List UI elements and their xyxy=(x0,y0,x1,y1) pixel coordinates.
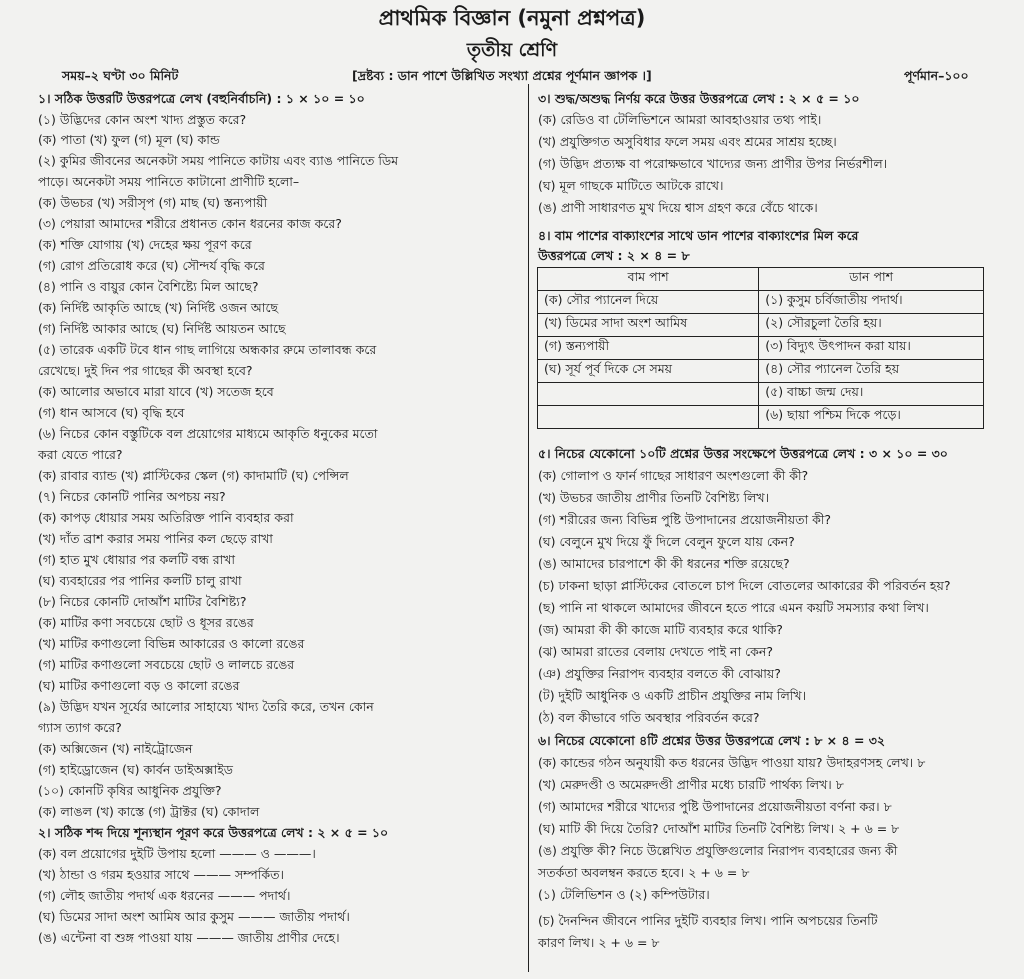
paper-title: প্রাথমিক বিজ্ঞান (নমুনা প্রশ্নপত্র) xyxy=(378,6,646,30)
question-line: (খ) দাঁত ব্রাশ করার সময় পানির কল ছেড়ে রাখা xyxy=(38,531,273,546)
table-cell: (গ) স্তন্যপায়ী xyxy=(538,337,759,360)
table-cell: (৬) ছায়া পশ্চিম দিকে পড়ে। xyxy=(759,406,984,429)
question-line: (ক) নির্দিষ্ট আকৃতি আছে (খ) নির্দিষ্ট ওজন আছে xyxy=(38,300,279,315)
question-line: উত্তরপত্রে লেখ : ২ × ৪ = ৮ xyxy=(538,248,690,263)
question-line: (১) উদ্ভিদের কোন অংশ খাদ্য প্রস্তুত করে? xyxy=(38,112,247,127)
question-line: সতর্কতা অবলম্বন করতে হবে। ২ + ৬ = ৮ xyxy=(538,865,750,880)
class-subtitle: তৃতীয় শ্রেণি xyxy=(466,39,558,61)
question-line: (৪) পানি ও বায়ুর কোন বৈশিষ্ট্যে মিল আছে? xyxy=(38,279,259,294)
question-line: (ট) দুইটি আধুনিক ও একটি প্রাচীন প্রযুক্তির নাম লিখি। xyxy=(538,688,807,703)
question-line: পাড়ে। অনেকটা সময় পানিতে কাটানো প্রাণীটি হলো– xyxy=(38,174,300,189)
question-line: (৯) উদ্ভিদ যখন সূর্যের আলোর সাহায্যে খাদ্য তৈরি করে, তখন কোন xyxy=(38,699,374,714)
question-line: ৪। বাম পাশের বাক্যাংশের সাথে ডান পাশের বাক্যাংশের মিল করে xyxy=(538,228,859,243)
question-line: (২) কুমির জীবনের অনেকটা সময় পানিতে কাটায় এবং ব্যাঙ পানিতে ডিম xyxy=(38,153,399,168)
question-line: (গ) শরীরের জন্য বিভিন্ন পুষ্টি উপাদানের প্রয়োজনীয়তা কী? xyxy=(538,512,832,527)
question-line: (ঙ) এন্টেনা বা শুঙ্গ পাওয়া যায় ——— জাতীয় প্রাণীর দেহে। xyxy=(38,930,340,945)
question-line: (ঘ) মাটি কী দিয়ে তৈরি? দোআঁশ মাটির তিনটি বৈশিষ্ট্য লিখ। ২ + ৬ = ৮ xyxy=(538,821,900,836)
question-line: করা যেতে পারে? xyxy=(38,447,123,462)
question-line: (চ) দৈনন্দিন জীবনে পানির দুইটি ব্যবহার লিখ। পানি অপচয়ের তিনটি xyxy=(538,913,878,928)
column-divider xyxy=(528,84,529,972)
question-line: (ছ) পানি না থাকলে আমাদের জীবনে হতে পারে এমন কয়টি সমস্যার কথা লিখ। xyxy=(538,600,929,615)
question-line: (ক) উভচর (খ) সরীসৃপ (গ) মাছ (ঘ) স্তন্যপায়ী xyxy=(38,195,268,210)
question-line: (ঙ) আমাদের চারপাশে কী কী ধরনের শক্তি রয়েছে? xyxy=(538,556,790,571)
question-line: ৬। নিচের যেকোনো ৪টি প্রশ্নের উত্তর উত্তরপত্রে লেখ : ৮ × ৪ = ৩২ xyxy=(538,733,886,748)
table-cell: (খ) ডিমের সাদা অংশ আমিষ xyxy=(538,314,759,337)
table-header-left: বাম পাশ xyxy=(538,268,759,291)
table-cell: (৩) বিদ্যুৎ উৎপাদন করা যায়। xyxy=(759,337,984,360)
question-line: (৮) নিচের কোনটি দোআঁশ মাটির বৈশিষ্ট্য? xyxy=(38,594,247,609)
question-line: (৭) নিচের কোনটি পানির অপচয় নয়? xyxy=(38,489,226,504)
table-cell: (৪) সৌর প্যানেল তৈরি হয় xyxy=(759,360,984,383)
table-row xyxy=(538,337,984,360)
question-line: (খ) প্রযুক্তিগত অসুবিধার ফলে সময় এবং শ্রমের সাশ্রয় হচ্ছে। xyxy=(538,134,837,149)
table-header-right: ডান পাশ xyxy=(759,268,984,291)
question-line: (ক) রাবার ব্যান্ড (খ) প্লাস্টিকের স্কেল (গ) কাদামাটি (ঘ) পেন্সিল xyxy=(38,468,349,483)
question-line: (ক) অক্সিজেন (খ) নাইট্রোজেন xyxy=(38,741,193,756)
question-line: (গ) রোগ প্রতিরোধ করে (ঘ) সৌন্দর্য বৃদ্ধি করে xyxy=(38,258,265,273)
table-cell: (৫) বাচ্চা জন্ম দেয়। xyxy=(759,383,984,406)
question-line: (ক) বল প্রয়োগের দুইটি উপায় হলো ——— ও ———। xyxy=(38,846,316,861)
question-line: রেখেছে। দুই দিন পর গাছের কী অবস্থা হবে? xyxy=(38,363,253,378)
table-row xyxy=(538,291,984,314)
question-line: (ঞ) প্রযুক্তির নিরাপদ ব্যবহার বলতে কী বোঝায়? xyxy=(538,666,781,681)
full-marks-label: পূর্ণমান–১০০ xyxy=(904,68,969,83)
question-line: (গ) ধান আসবে (ঘ) বৃদ্ধি হবে xyxy=(38,405,185,420)
question-line: (ক) লাঙল (খ) কাস্তে (গ) ট্রাক্টর (ঘ) কোদাল xyxy=(38,804,260,819)
question-line: (ক) পাতা (খ) ফুল (গ) মূল (ঘ) কান্ড xyxy=(38,132,220,147)
question-line: (ঘ) মাটির কণাগুলো বড় ও কালো রঙের xyxy=(38,678,240,693)
question-line: (ঘ) ডিমের সাদা অংশ আমিষ আর কুসুম ——— জাতীয় পদার্থ। xyxy=(38,909,350,924)
question-line: (গ) আমাদের শরীরে খাদ্যের পুষ্টি উপাদানের প্রয়োজনীয়তা বর্ণনা কর। ৮ xyxy=(538,799,892,814)
question-line: (১) টেলিভিশন ও (২) কম্পিউটার। xyxy=(538,887,710,902)
time-label: সময়–২ ঘণ্টা ৩০ মিনিট xyxy=(62,68,179,83)
question-line: (খ) ঠান্ডা ও গরম হওয়ার সাথে ——— সম্পর্কিত। xyxy=(38,867,284,882)
question-line: (১০) কোনটি কৃষির আধুনিক প্রযুক্তি? xyxy=(38,783,222,798)
table-cell xyxy=(538,406,759,429)
table-row xyxy=(538,406,984,429)
question-line: ২। সঠিক শব্দ দিয়ে শূন্যস্থান পূরণ করে উত্তরপত্রে লেখ : ২ × ৫ = ১০ xyxy=(38,825,389,840)
question-line: (গ) নির্দিষ্ট আকার আছে (ঘ) নির্দিষ্ট আয়তন আছে xyxy=(38,321,286,336)
question-line: (ঘ) বেলুনে মুখ দিয়ে ফুঁ দিলে বেলুন ফুলে যায় কেন? xyxy=(538,534,795,549)
question-line: (ঘ) ব্যবহারের পর পানির কলটি চালু রাখা xyxy=(38,573,242,588)
table-cell: (১) কুসুম চর্বিজাতীয় পদার্থ। xyxy=(759,291,984,314)
table-cell: (ঘ) সূর্য পূর্ব দিকে সে সময় xyxy=(538,360,759,383)
matching-table xyxy=(537,267,984,429)
question-line: (ক) গোলাপ ও ফার্ন গাছের সাধারণ অংশগুলো কী কী? xyxy=(538,468,809,483)
question-line: (খ) মাটির কণাগুলো বিভিন্ন আকারের ও কালো রঙের xyxy=(38,636,305,651)
question-line: (ঘ) মূল গাছকে মাটিতে আটকে রাখে। xyxy=(538,178,724,193)
table-row xyxy=(538,314,984,337)
question-line: (ঙ) প্রযুক্তি কী? নিচে উল্লেখিত প্রযুক্তিগুলোর নিরাপদ ব্যবহারের জন্য কী xyxy=(538,843,898,858)
table-header-row xyxy=(538,268,984,291)
question-line: (খ) উভচর জাতীয় প্রাণীর তিনটি বৈশিষ্ট্য লিখ। xyxy=(538,490,770,505)
question-line: (ক) কাপড় ধোয়ার সময় অতিরিক্ত পানি ব্যবহার করা xyxy=(38,510,294,525)
note-label: [দ্রষ্টব্য : ডান পাশে উল্লিখিত সংখ্যা প্রশ্নের পূর্ণমান জ্ঞাপক ।] xyxy=(352,68,652,83)
table-cell xyxy=(538,383,759,406)
question-line: গ্যাস ত্যাগ করে? xyxy=(38,720,122,735)
table-row xyxy=(538,383,984,406)
question-line: (গ) হাইড্রোজেন (ঘ) কার্বন ডাইঅক্সাইড xyxy=(38,762,233,777)
question-line: (ঝ) আমরা রাতের বেলায় দেখতে পাই না কেন? xyxy=(538,644,774,659)
question-line: (ক) রেডিও বা টেলিভিশনে আমরা আবহাওয়ার তথ্য পাই। xyxy=(538,112,822,127)
question-line: (চ) ঢাকনা ছাড়া প্লাস্টিকের বোতলে চাপ দিলে বোতলের আকারের কী পরিবর্তন হয়? xyxy=(538,578,951,593)
question-line: (৩) পেয়ারা আমাদের শরীরে প্রধানত কোন ধরনের কাজ করে? xyxy=(38,216,342,231)
question-line: (গ) উদ্ভিদ প্রত্যক্ষ বা পরোক্ষভাবে খাদ্যের জন্য প্রাণীর উপর নির্ভরশীল। xyxy=(538,156,888,171)
question-line: (ক) কান্ডের গঠন অনুযায়ী কত ধরনের উদ্ভিদ পাওয়া যায়? উদাহরণসহ লেখ। ৮ xyxy=(538,755,926,770)
question-line: (ক) মাটির কণা সবচেয়ে ছোট ও ধূসর রঙের xyxy=(38,615,254,630)
question-line: (৬) নিচের কোন বস্তুটিকে বল প্রয়োগের মাধ্যমে আকৃতি ধনুকের মতো xyxy=(38,426,378,441)
question-line: (ঙ) প্রাণী সাধারণত মুখ দিয়ে শ্বাস গ্রহণ করে বেঁচে থাকে। xyxy=(538,200,818,215)
table-row xyxy=(538,360,984,383)
question-line: ১। সঠিক উত্তরটি উত্তরপত্রে লেখ (বহুনির্বাচনি) : ১ × ১০ = ১০ xyxy=(38,91,365,106)
question-line: (খ) মেরুদণ্ডী ও অমেরুদণ্ডী প্রাণীর মধ্যে চারটি পার্থক্য লিখ। ৮ xyxy=(538,777,844,792)
table-cell: (ক) সৌর প্যানেল দিয়ে xyxy=(538,291,759,314)
question-line: (ক) আলোর অভাবে মারা যাবে (খ) সতেজ হবে xyxy=(38,384,274,399)
question-line: ৩। শুদ্ধ/অশুদ্ধ নির্ণয় করে উত্তর উত্তরপত্রে লেখ : ২ × ৫ = ১০ xyxy=(538,91,860,106)
question-line: (ঠ) বল কীভাবে গতি অবস্থার পরিবর্তন করে? xyxy=(538,710,760,725)
question-line: (ক) শক্তি যোগায় (খ) দেহের ক্ষয় পূরণ করে xyxy=(38,237,252,252)
question-line: ৫। নিচের যেকোনো ১০টি প্রশ্নের উত্তর সংক্ষেপে উত্তরপত্রে লেখ : ৩ × ১০ = ৩০ xyxy=(538,446,948,461)
question-line: কারণ লিখ। ২ + ৬ = ৮ xyxy=(538,935,660,950)
table-cell: (২) সৌরচুলা তৈরি হয়। xyxy=(759,314,984,337)
question-line: (৫) তারেক একটি টবে ধান গাছ লাগিয়ে অন্ধকার রুমে তালাবন্ধ করে xyxy=(38,342,377,357)
question-line: (গ) মাটির কণাগুলো সবচেয়ে ছোট ও লালচে রঙের xyxy=(38,657,295,672)
question-line: (জ) আমরা কী কী কাজে মাটি ব্যবহার করে থাকি? xyxy=(538,622,783,637)
question-line: (গ) হাত মুখ ধোয়ার পর কলটি বন্ধ রাখা xyxy=(38,552,236,567)
question-line: (গ) লৌহ জাতীয় পদার্থ এক ধরনের ——— পদার্থ। xyxy=(38,888,291,903)
